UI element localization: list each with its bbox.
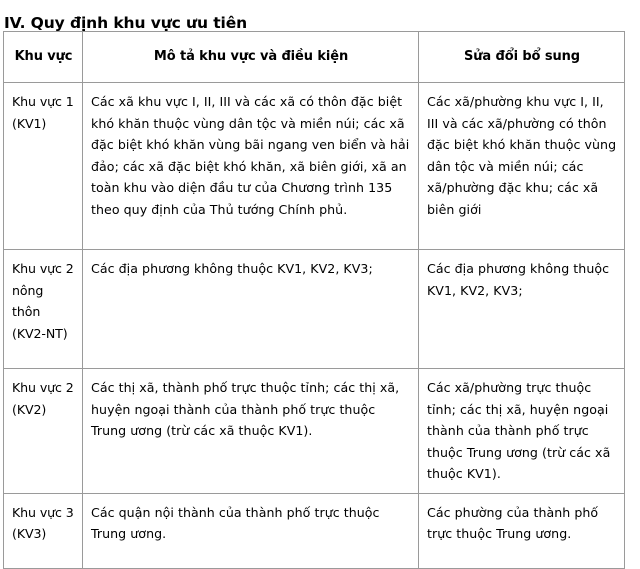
zone-name-kv2: Khu vực 2 (KV2) bbox=[4, 369, 83, 494]
zone-name-kv2nt: Khu vực 2 nông thôn (KV2-NT) bbox=[4, 250, 83, 369]
zone-amendment-kv3: Các phường của thành phố trực thuộc Trung ương. bbox=[419, 493, 625, 568]
column-header-description: Mô tả khu vực và điều kiện bbox=[83, 32, 419, 83]
zone-description-kv2nt: Các địa phương không thuộc KV1, KV2, KV3; bbox=[83, 250, 419, 369]
priority-zone-table-wrapper bbox=[3, 31, 624, 569]
zone-amendment-kv1: Các xã/phường khu vực I, II, III và các xã/phường có thôn đặc biệt khó khăn thuộc vùng dân tộc và miền núi; các xã/phường đặc khu; các xã biên giới bbox=[419, 83, 625, 250]
zone-description-kv1: Các xã khu vực I, II, III và các xã có thôn đặc biệt khó khăn thuộc vùng dân tộc và miền núi; các xã đặc biệt khó khăn vùng bãi ngang ven biển và hải đảo; các xã đặc biệt khó khăn, xã biên giới, xã an toàn khu vào diện đầu tư của Chương trình 135 theo quy định của Thủ tướng Chính phủ. bbox=[83, 83, 419, 250]
table-header bbox=[4, 32, 625, 83]
zone-amendment-kv2: Các xã/phường trực thuộc tỉnh; các thị xã, huyện ngoại thành của thành phố trực thuộc Trung ương (trừ các xã thuộc KV1). bbox=[419, 369, 625, 494]
column-header-zone: Khu vực bbox=[4, 32, 83, 83]
zone-name-kv3: Khu vực 3 (KV3) bbox=[4, 493, 83, 568]
column-header-amendment: Sửa đổi bổ sung bbox=[419, 32, 625, 83]
table-row bbox=[4, 83, 625, 250]
page-title: IV. Quy định khu vực ưu tiên bbox=[4, 14, 248, 33]
zone-description-kv2: Các thị xã, thành phố trực thuộc tỉnh; các thị xã, huyện ngoại thành của thành phố trực thuộc Trung ương (trừ các xã thuộc KV1). bbox=[83, 369, 419, 494]
table-header-row bbox=[4, 32, 625, 83]
table-row bbox=[4, 250, 625, 369]
zone-amendment-kv2nt: Các địa phương không thuộc KV1, KV2, KV3; bbox=[419, 250, 625, 369]
table-row bbox=[4, 493, 625, 568]
table-row bbox=[4, 369, 625, 494]
priority-zone-table bbox=[3, 31, 625, 569]
table-body bbox=[4, 83, 625, 569]
zone-description-kv3: Các quận nội thành của thành phố trực thuộc Trung ương. bbox=[83, 493, 419, 568]
zone-name-kv1: Khu vực 1 (KV1) bbox=[4, 83, 83, 250]
